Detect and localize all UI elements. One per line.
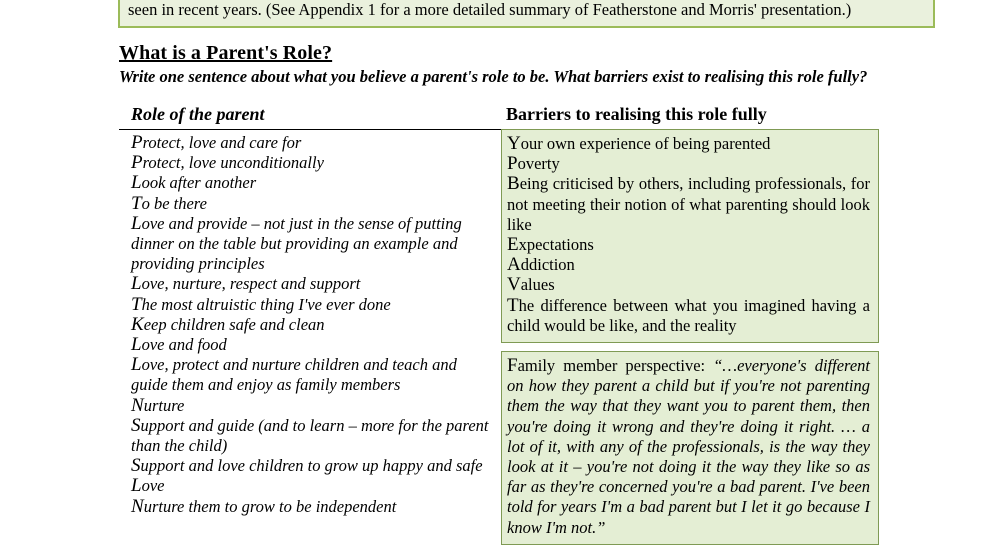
table-body [119,129,879,545]
list-item: Being criticised by others, including professionals, for not meeting their notion of what parenting should look like [507,173,870,234]
list-item: Values [507,274,555,296]
list-item: Love, protect and nurture children and teach and guide them and enjoy as family members [131,354,457,395]
column-role-of-parent [119,129,501,523]
section-subheading: Write one sentence about what you believe a parent's role to be. What barriers exist to realising this role fully? [119,67,868,86]
barriers-list-box [501,129,879,343]
list-item: Love, nurture, respect and support [131,273,361,295]
list-item: Nurture them to grow to be independent [131,495,397,517]
table-header-row [119,104,879,129]
list-item: Protect, love and care for [131,132,302,153]
list-item: Keep children safe and clean [131,313,325,335]
quote-label: Family member perspective: [507,355,706,377]
list-item: Love [131,475,165,497]
roles-barriers-table [119,104,879,545]
list-item: To be there [131,192,207,214]
list-item: Love and provide – not just in the sense of putting dinner on the table but providing an example and providing principles [131,212,462,274]
column-header-barriers: Barriers to realising this role fully [506,104,767,124]
list-item: Love and food [131,334,227,356]
list-item: Support and guide (and to learn – more for the parent than the child) [131,414,489,456]
list-item: The difference between what you imagined having a child would be like, and the reality [507,294,870,335]
list-item: Protect, love unconditionally [131,152,324,174]
column-header-role: Role of the parent [131,104,265,124]
top-callout-box [118,0,935,28]
list-item: Nurture [131,394,185,416]
list-item: Expectations [507,234,594,256]
list-item: Look after another [131,172,257,194]
list-item: The most altruistic thing I've ever done [131,293,391,315]
quote-block [507,356,870,538]
list-item: Your own experience of being parented [507,133,771,154]
list-item: Addiction [507,254,575,276]
top-callout-line-2: seen in recent years. (See Appendix 1 for a more detailed summary of Featherstone and Morris' presentation.) [128,0,852,19]
family-member-perspective-box [501,351,879,545]
list-item: Poverty [507,153,560,175]
list-item: Support and love children to grow up happy and safe [131,455,483,477]
column-barriers [501,129,879,545]
section-heading: What is a Parent's Role? [119,42,333,64]
quote-text: “…everyone's different on how they parent a child but if you're not parenting them the way that they want you to parent them, then you're doing it wrong and they're doing it right. … a lot of it, with any of the professionals, is the way they look at it – you're not doing it the way they like so as far as they're concerned you're a bad parent. I've been told for years I'm a bad parent but I let it go because I know I'm not.” [507,356,870,537]
